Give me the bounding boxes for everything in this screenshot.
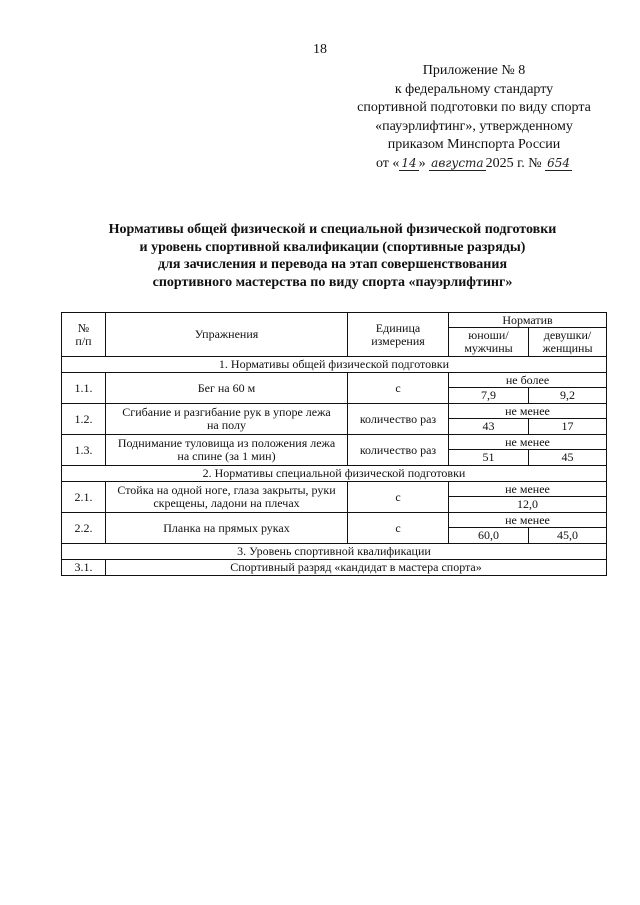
value-both: 12,0 (449, 497, 607, 513)
table-row (62, 560, 607, 576)
value-boys: 43 (449, 419, 529, 435)
table-row (62, 482, 607, 497)
header-girls: девушки/ женщины (529, 328, 607, 357)
row-number: 2.1. (62, 482, 106, 513)
header-exercises: Упражнения (106, 313, 348, 357)
unit-cell: с (348, 513, 449, 544)
date-year: 2025 г. № (485, 155, 542, 171)
value-boys: 60,0 (449, 528, 529, 544)
appendix-line: спортивной подготовки по виду спорта (357, 100, 591, 116)
norm-condition: не менее (449, 404, 607, 419)
table-row (62, 435, 607, 450)
header-num: № п/п (62, 313, 106, 357)
exercise-name: Планка на прямых руках (106, 513, 348, 544)
norms-table (61, 312, 607, 576)
header-unit: Единица измерения (348, 313, 449, 357)
value-girls: 45,0 (529, 528, 607, 544)
title-line: и уровень спортивной квалификации (спортивные разряды) (139, 239, 526, 255)
handwritten-month: августа (431, 155, 484, 170)
value-girls: 17 (529, 419, 607, 435)
table-row (62, 373, 607, 388)
date-mid: » (418, 155, 426, 171)
document-title (60, 221, 605, 291)
row-number: 3.1. (62, 560, 106, 576)
unit-cell: количество раз (348, 435, 449, 466)
value-boys: 7,9 (449, 388, 529, 404)
value-girls: 45 (529, 450, 607, 466)
header-boys: юноши/ мужчины (449, 328, 529, 357)
exercise-name: Бег на 60 м (106, 373, 348, 404)
header-norm: Норматив (449, 313, 607, 328)
title-line: для зачисления и перевода на этап совершенствования (157, 257, 508, 273)
order-date-line (340, 155, 608, 174)
page-number: 18 (313, 42, 327, 57)
table-row (62, 404, 607, 419)
table-row (62, 513, 607, 528)
norm-condition: не менее (449, 513, 607, 528)
date-prefix: от « (375, 155, 400, 171)
value-girls: 9,2 (529, 388, 607, 404)
table-header-row (62, 313, 607, 328)
title-line: спортивного мастерства по виду спорта «пауэрлифтинг» (152, 274, 513, 290)
row-number: 1.1. (62, 373, 106, 404)
appendix-line: «пауэрлифтинг», утвержденному (375, 118, 573, 134)
row-number: 1.3. (62, 435, 106, 466)
value-boys: 51 (449, 450, 529, 466)
norm-condition: не более (449, 373, 607, 388)
appendix-block (340, 62, 608, 174)
row-number: 1.2. (62, 404, 106, 435)
unit-cell: с (348, 482, 449, 513)
handwritten-order-number: 654 (547, 155, 571, 170)
norm-condition: не менее (449, 435, 607, 450)
appendix-line: приказом Минспорта России (387, 137, 561, 153)
handwritten-day: 14 (401, 155, 417, 170)
title-line: Нормативы общей физической и специальной физической подготовки (108, 222, 557, 237)
appendix-line: к федеральному стандарту (394, 81, 554, 97)
appendix-line: Приложение № 8 (422, 63, 526, 78)
section-row: 1. Нормативы общей физической подготовки (62, 357, 607, 373)
section-row: 3. Уровень спортивной квалификации (62, 544, 607, 560)
exercise-name: Стойка на одной ноге, глаза закрыты, руки скрещены, ладони на плечах (106, 482, 348, 513)
exercise-name: Сгибание и разгибание рук в упоре лежа на полу (106, 404, 348, 435)
unit-cell: с (348, 373, 449, 404)
unit-cell: количество раз (348, 404, 449, 435)
exercise-name: Поднимание туловища из положения лежа на спине (за 1 мин) (106, 435, 348, 466)
section-row: 2. Нормативы специальной физической подготовки (62, 466, 607, 482)
norm-condition: не менее (449, 482, 607, 497)
row-number: 2.2. (62, 513, 106, 544)
qualification-text: Спортивный разряд «кандидат в мастера спорта» (106, 560, 607, 576)
